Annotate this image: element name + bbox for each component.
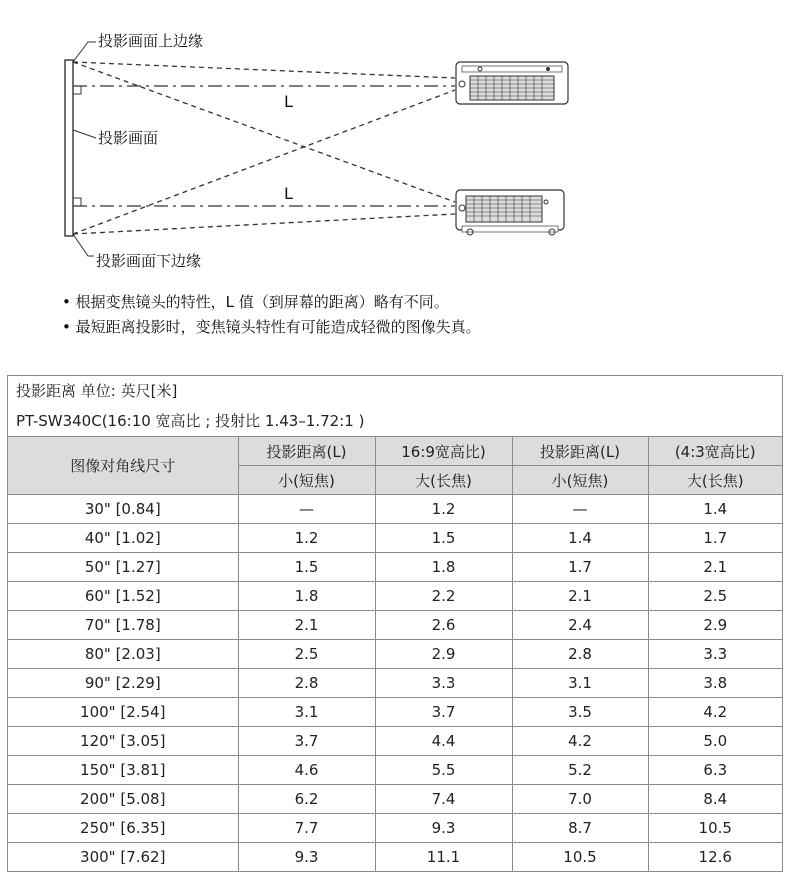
table-caption-model: PT-SW340C(16:10 宽高比 ; 投射比 1.43–1.72:1 ) xyxy=(16,412,365,430)
right-angle-marker-top xyxy=(73,86,81,94)
header-sub: 小(短焦) xyxy=(238,466,375,495)
right-angle-marker-bottom xyxy=(73,198,81,206)
cell-distance: 4.2 xyxy=(512,727,648,756)
cell-distance: 4.4 xyxy=(375,727,512,756)
cell-distance: 3.3 xyxy=(648,640,782,669)
cell-distance: 2.8 xyxy=(512,640,648,669)
cell-distance: 1.2 xyxy=(375,495,512,524)
table-caption-units: 投影距离 单位: 英尺[米] xyxy=(16,382,178,400)
cell-diagonal-size: 70" [1.78] xyxy=(8,611,238,640)
cell-distance: 3.7 xyxy=(375,698,512,727)
cell-diagonal-size: 200" [5.08] xyxy=(8,785,238,814)
cell-distance: 3.1 xyxy=(238,698,375,727)
table-row xyxy=(8,814,782,843)
header-group: 投影距离(L) xyxy=(238,437,375,466)
table-row xyxy=(8,756,782,785)
bottom-edge-label: 投影画面下边缘 xyxy=(96,252,202,270)
header-sub: 小(短焦) xyxy=(512,466,648,495)
cell-distance: 2.1 xyxy=(238,611,375,640)
cell-distance: 2.9 xyxy=(648,611,782,640)
table-body xyxy=(8,495,782,872)
cell-diagonal-size: 120" [3.05] xyxy=(8,727,238,756)
table-row xyxy=(8,640,782,669)
cell-distance: 4.2 xyxy=(648,698,782,727)
table-row xyxy=(8,843,782,872)
top-edge-leader xyxy=(73,42,96,62)
beam-top-upper xyxy=(73,62,455,78)
header-sub: 大(长焦) xyxy=(375,466,512,495)
bottom-edge-leader xyxy=(73,234,94,256)
cell-distance: 4.6 xyxy=(238,756,375,785)
cell-distance: 1.5 xyxy=(238,553,375,582)
cell-distance: 5.5 xyxy=(375,756,512,785)
cell-distance: 9.3 xyxy=(238,843,375,872)
table-row xyxy=(8,495,782,524)
cell-distance: 1.8 xyxy=(238,582,375,611)
cell-diagonal-size: 80" [2.03] xyxy=(8,640,238,669)
cell-distance: 3.7 xyxy=(238,727,375,756)
table-row xyxy=(8,553,782,582)
cell-diagonal-size: 60" [1.52] xyxy=(8,582,238,611)
distance-label-top: L xyxy=(284,92,293,111)
notes xyxy=(62,290,481,340)
cell-distance: 10.5 xyxy=(512,843,648,872)
cell-distance: 2.5 xyxy=(648,582,782,611)
cell-diagonal-size: 150" [3.81] xyxy=(8,756,238,785)
cell-distance: 2.9 xyxy=(375,640,512,669)
cell-distance: 1.7 xyxy=(512,553,648,582)
cell-distance: 1.7 xyxy=(648,524,782,553)
throw-distance-table xyxy=(8,436,782,871)
cell-distance: 7.7 xyxy=(238,814,375,843)
cell-distance: — xyxy=(512,495,648,524)
cell-diagonal-size: 90" [2.29] xyxy=(8,669,238,698)
throw-distance-table-block xyxy=(7,375,783,872)
cell-distance: 2.8 xyxy=(238,669,375,698)
cell-distance: 3.3 xyxy=(375,669,512,698)
cell-distance: 1.2 xyxy=(238,524,375,553)
projector-ceiling-icon xyxy=(456,62,568,104)
cell-distance: 5.2 xyxy=(512,756,648,785)
cell-diagonal-size: 40" [1.02] xyxy=(8,524,238,553)
cell-diagonal-size: 250" [6.35] xyxy=(8,814,238,843)
header-diagonal: 图像对角线尺寸 xyxy=(8,437,238,495)
note-item: • 最短距离投影时，变焦镜头特性有可能造成轻微的图像失真。 xyxy=(62,318,481,336)
cell-distance: 5.0 xyxy=(648,727,782,756)
cell-distance: 2.5 xyxy=(238,640,375,669)
projector-floor-icon xyxy=(456,190,564,235)
screen-label: 投影画面 xyxy=(98,129,159,147)
cell-distance: 12.6 xyxy=(648,843,782,872)
table-row xyxy=(8,785,782,814)
cell-distance: 3.8 xyxy=(648,669,782,698)
cell-distance: 3.5 xyxy=(512,698,648,727)
cell-distance: 7.0 xyxy=(512,785,648,814)
cell-distance: 1.4 xyxy=(648,495,782,524)
header-sub: 大(长焦) xyxy=(648,466,782,495)
projection-diagram xyxy=(0,0,790,280)
table-row xyxy=(8,611,782,640)
distance-label-bottom: L xyxy=(284,184,293,203)
cell-distance: 8.7 xyxy=(512,814,648,843)
cell-distance: 9.3 xyxy=(375,814,512,843)
beam-top-lower xyxy=(73,90,455,234)
cell-distance: 10.5 xyxy=(648,814,782,843)
cell-distance: 7.4 xyxy=(375,785,512,814)
cell-distance: 11.1 xyxy=(375,843,512,872)
cell-diagonal-size: 30" [0.84] xyxy=(8,495,238,524)
cell-distance: 2.6 xyxy=(375,611,512,640)
top-edge-label: 投影画面上边缘 xyxy=(98,32,204,50)
cell-distance: 2.1 xyxy=(648,553,782,582)
cell-diagonal-size: 50" [1.27] xyxy=(8,553,238,582)
cell-distance: — xyxy=(238,495,375,524)
cell-distance: 3.1 xyxy=(512,669,648,698)
cell-distance: 1.5 xyxy=(375,524,512,553)
cell-distance: 8.4 xyxy=(648,785,782,814)
table-row xyxy=(8,524,782,553)
projection-screen xyxy=(65,60,73,236)
cell-distance: 2.2 xyxy=(375,582,512,611)
header-group: (4:3宽高比) xyxy=(648,437,782,466)
cell-diagonal-size: 300" [7.62] xyxy=(8,843,238,872)
cell-distance: 6.3 xyxy=(648,756,782,785)
header-group: 16:9宽高比) xyxy=(375,437,512,466)
cell-distance: 1.4 xyxy=(512,524,648,553)
beam-bottom-lower xyxy=(73,214,455,234)
cell-distance: 2.4 xyxy=(512,611,648,640)
table-row xyxy=(8,727,782,756)
note-item: • 根据变焦镜头的特性，L 值（到屏幕的距离）略有不同。 xyxy=(62,293,449,311)
cell-distance: 6.2 xyxy=(238,785,375,814)
cell-distance: 2.1 xyxy=(512,582,648,611)
table-row xyxy=(8,582,782,611)
table-row xyxy=(8,669,782,698)
table-row xyxy=(8,698,782,727)
header-group: 投影距离(L) xyxy=(512,437,648,466)
cell-distance: 1.8 xyxy=(375,553,512,582)
cell-diagonal-size: 100" [2.54] xyxy=(8,698,238,727)
screen-leader xyxy=(73,130,96,138)
